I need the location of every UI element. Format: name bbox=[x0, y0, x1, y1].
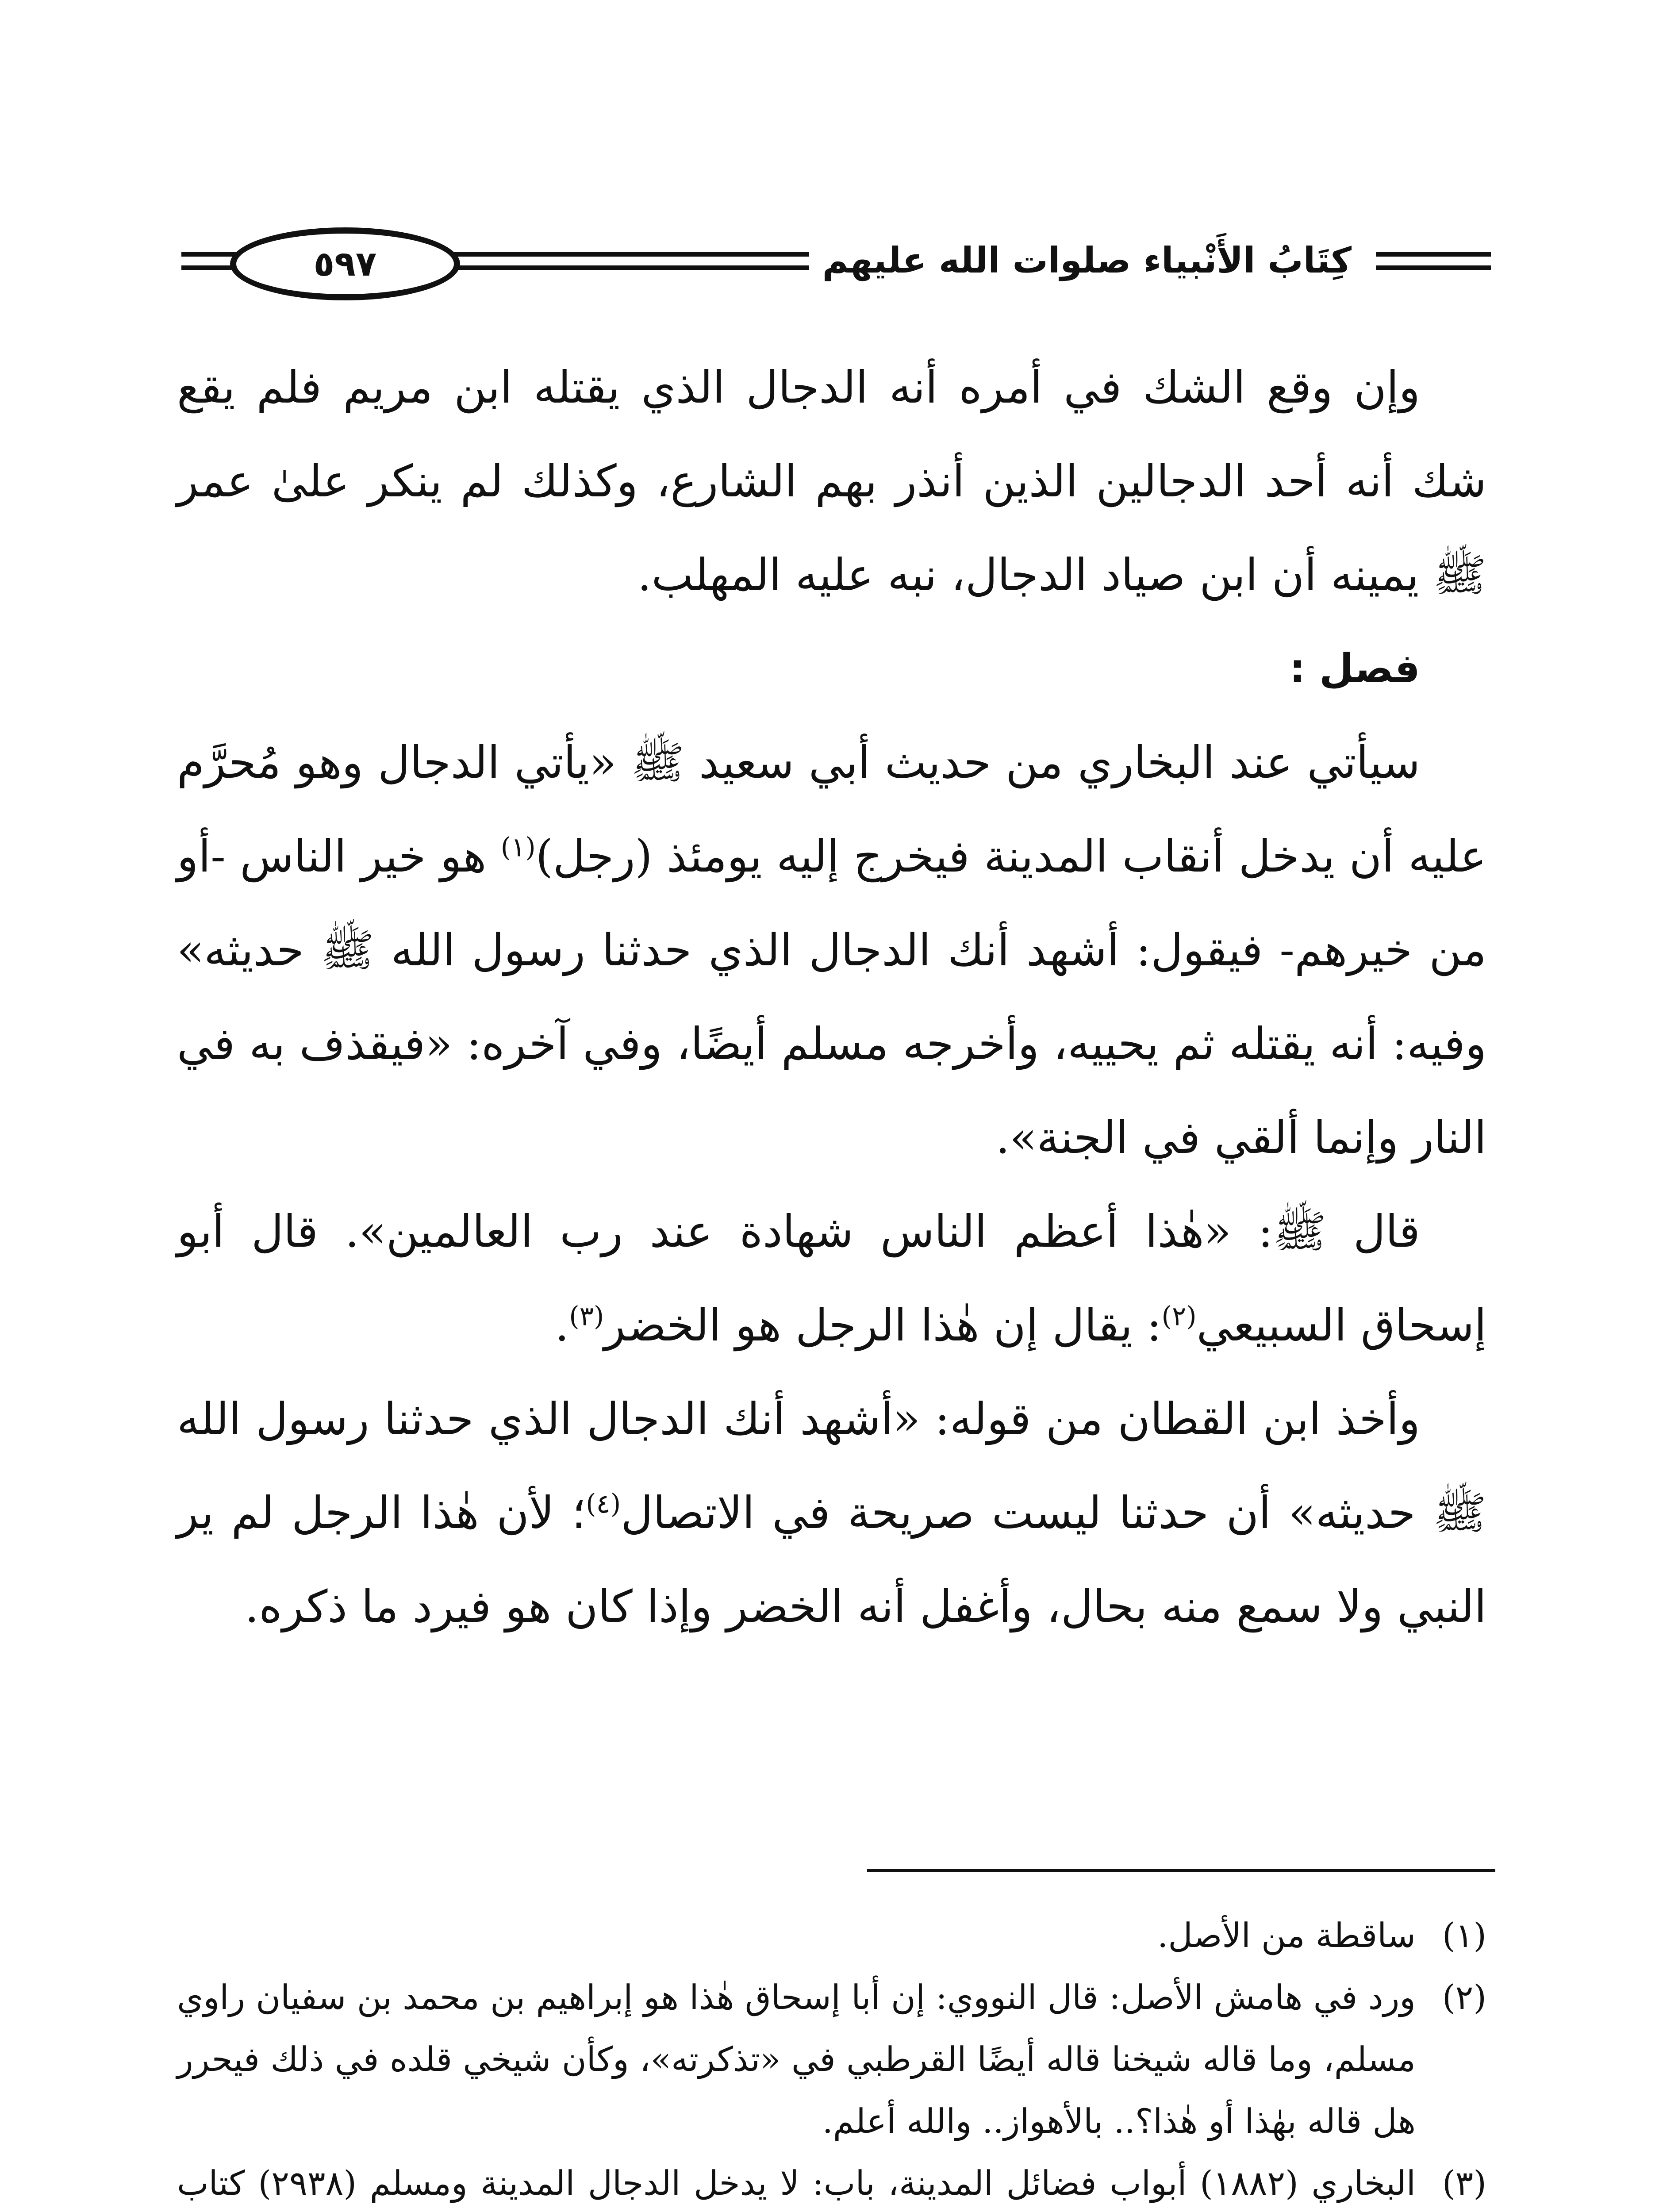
paragraph-4 bbox=[177, 1372, 1486, 1654]
section-heading: فصل : bbox=[1289, 645, 1420, 692]
footnote-3 bbox=[177, 2152, 1486, 2212]
paragraph-3-part-1: قال ﷺ: «هٰذا أعظم الناس شهادة عند رب العالمين». قال أبو إسحاق السبيعي bbox=[177, 1206, 1486, 1351]
footnote-text: ورد في هامش الأصل: قال النووي: إن أبا إسحاق هٰذا هو إبراهيم بن محمد بن سفيان راوي مسلم، وما قاله شيخنا قاله أيضًا القرطبي في «تذكرته»، وكأن شيخي قلده في ذلك فيحرر هل قاله بهٰذا أو هٰذا؟.. بالأهواز.. والله أعلم. bbox=[177, 1978, 1416, 2141]
paragraph-2 bbox=[177, 716, 1486, 1185]
footnote-2 bbox=[177, 1966, 1486, 2152]
footnote-number: (٣) bbox=[1442, 2163, 1486, 2203]
footnotes bbox=[177, 1905, 1486, 2212]
page-header bbox=[181, 226, 1491, 305]
paragraph-2-part-2: هو خير الناس -أو من خيرهم- فيقول: أشهد أنك الدجال الذي حدثنا رسول الله ﷺ حديثه» وفيه: أنه يقتله ثم يحييه، وأخرجه مسلم أيضًا، وفي آخره: «فيقذف به في النار وإنما ألقي في الجنة». bbox=[177, 830, 1486, 1164]
footnote-ref-3: (٣) bbox=[569, 1301, 604, 1332]
paragraph-4-part-1: وأخذ ابن القطان من قوله: «أشهد أنك الدجال الذي حدثنا رسول الله ﷺ حديثه» أن حدثنا ليست صريحة في الاتصال bbox=[177, 1393, 1486, 1539]
footnote-number: (١) bbox=[1442, 1916, 1486, 1955]
running-header-title: كِتَابُ الأَنْبياء صلوات الله عليهم bbox=[809, 240, 1365, 281]
paragraph-3 bbox=[177, 1185, 1486, 1372]
footnote-ref-2: (٢) bbox=[1161, 1301, 1197, 1332]
footnote-text: ساقطة من الأصل. bbox=[1157, 1916, 1416, 1955]
paragraph-4-part-2: ؛ لأن هٰذا الرجل لم ير النبي ولا سمع منه بحال، وأغفل أنه الخضر وإذا كان هو فيرد ما ذكره. bbox=[177, 1487, 1486, 1632]
paragraph-2-part-1: سيأتي عند البخاري من حديث أبي سعيد ﷺ «يأتي الدجال وهو مُحرَّم عليه أن يدخل أنقاب المدينة فيخرج إليه يومئذ (رجل) bbox=[177, 737, 1486, 882]
header-rule-right-top bbox=[1376, 252, 1491, 257]
footnote-ref-4: (٤) bbox=[586, 1488, 621, 1520]
footnote-1 bbox=[177, 1905, 1486, 1966]
header-rule-right-bottom bbox=[1376, 265, 1491, 270]
paragraph-3-end: . bbox=[555, 1299, 569, 1351]
main-text bbox=[177, 341, 1486, 1654]
footnote-ref-1: (١) bbox=[500, 832, 536, 863]
footnote-text: البخاري (١٨٨٢) أبواب فضائل المدينة، باب: لا يدخل الدجال المدينة ومسلم (٢٩٣٨) كتاب bbox=[177, 2163, 1416, 2203]
page-number: ٥٩٧ bbox=[230, 227, 460, 300]
paragraph-3-part-2: : يقال إن هٰذا الرجل هو الخضر bbox=[604, 1299, 1162, 1351]
paragraph-1: وإن وقع الشك في أمره أنه الدجال الذي يقتله ابن مريم فلم يقع شك أنه أحد الدجالين الذين أنذر بهم الشارع، وكذلك لم ينكر علىٰ عمر ﷺ يمينه أن ابن صياد الدجال، نبه عليه المهلب. bbox=[177, 361, 1486, 601]
footnote-separator bbox=[867, 1869, 1495, 1872]
footnote-number: (٢) bbox=[1442, 1978, 1486, 2017]
